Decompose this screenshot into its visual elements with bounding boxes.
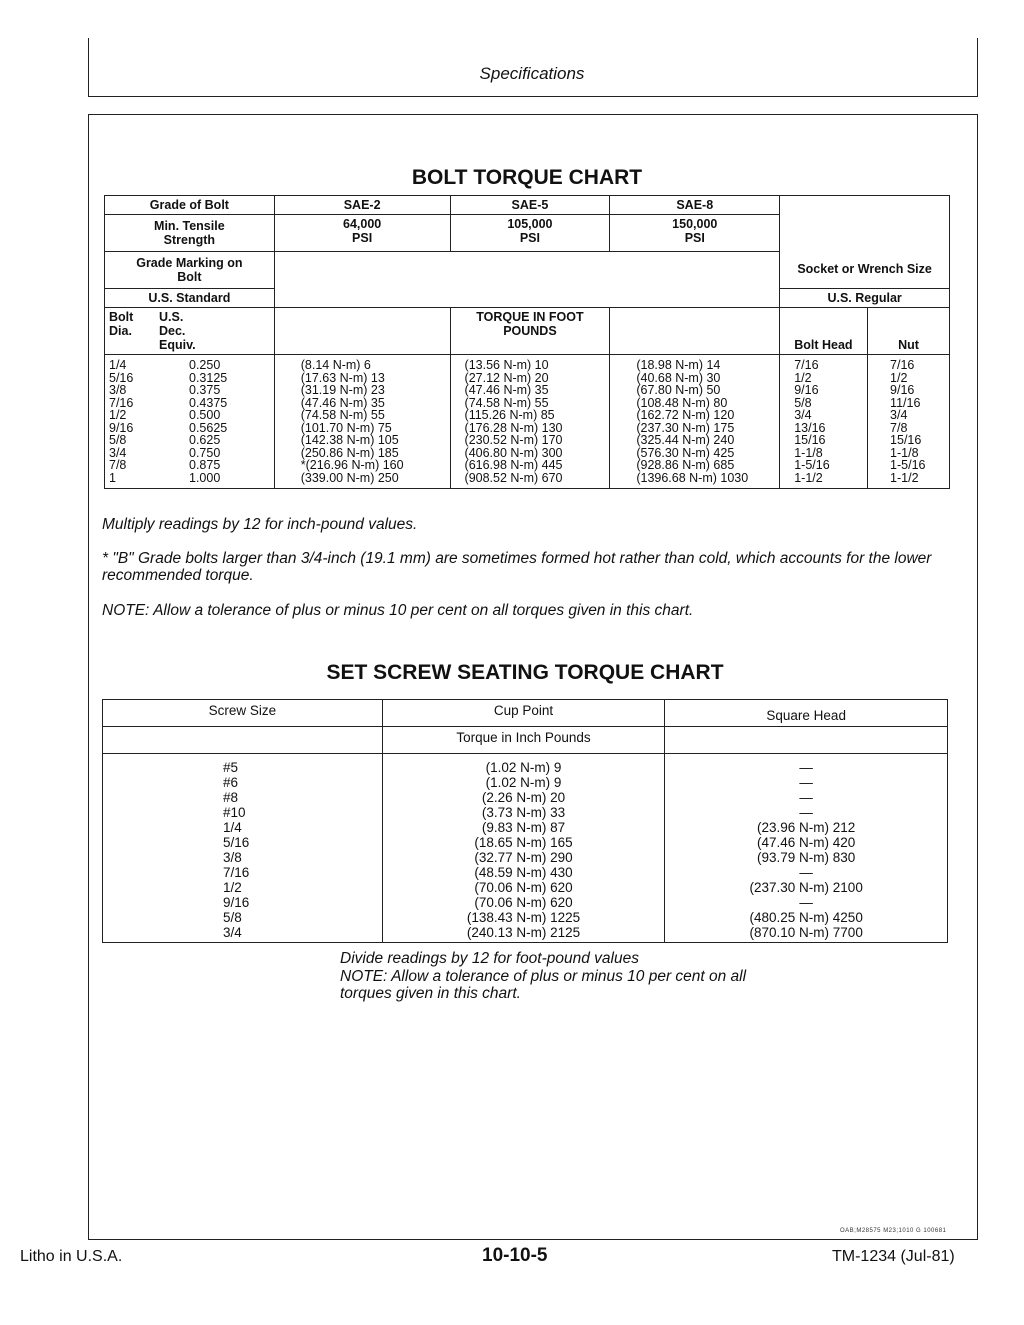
torque-inch-pounds-label: Torque in Inch Pounds [382,727,665,754]
bolt-head-value: 1/2 [794,370,812,385]
cup-point-value: (32.77 N-m) 290 [474,850,573,865]
dec-equiv-value: 0.625 [189,433,221,447]
footer-tm-number: TM-1234 (Jul-81) [832,1248,955,1265]
nut-value: 1/2 [890,370,908,385]
torque-label: TORQUE IN FOOT POUNDS [450,308,610,355]
footer-litho: Litho in U.S.A. [20,1248,123,1265]
sae8-torque-value: (40.68 N-m) 30 [636,370,721,385]
bolt-dia-value: 1/4 [109,358,127,372]
square-head-value: (47.46 N-m) 420 [757,835,856,850]
sae5-tensile-value: 105,000 [507,217,553,231]
sae8-torque-value: (1396.68 N-m) 1030 [636,470,749,485]
square-head-value: — [799,790,813,805]
sae8-torque-value: (576.30 N-m) 425 [636,445,735,460]
sae5-torque-value: (406.80 N-m) 300 [464,445,563,460]
sae2-tensile [274,215,450,252]
nut-value: 7/8 [890,420,908,435]
sae2-col-header [274,308,450,355]
bolt-head-value: 5/8 [794,395,812,410]
sae8-header: SAE-8 [610,196,780,215]
bolt-dia-value: 3/8 [109,383,127,397]
ss-header-row [103,700,948,727]
sae5-torque-value: (176.28 N-m) 130 [464,420,563,435]
bolt-head-value: 1-1/8 [794,445,823,460]
dec-equiv-value: 0.875 [189,458,221,472]
bolt-dia-value: 9/16 [109,420,134,435]
square-head-cell [665,754,948,943]
sae2-cell [274,355,450,489]
square-head-value: — [799,805,813,820]
sae5-tensile [450,215,610,252]
socket-label: Socket or Wrench Size [780,196,950,289]
grade-label: Grade of Bolt [105,196,275,215]
square-head-value-list [669,760,943,940]
sae5-torque-value: (74.58 N-m) 55 [464,395,549,410]
note-divide: Divide readings by 12 for foot-pound values [340,950,639,967]
screw-size-cell [103,754,383,943]
nut-cell [868,355,950,489]
screw-size-label: Screw Size [103,700,383,727]
sae8-torque-value: (162.72 N-m) 120 [636,408,735,422]
square-head-value: (23.96 N-m) 212 [757,820,856,835]
square-head-label: Square Head [665,700,948,727]
ss-blank-2 [665,727,948,754]
bolt-head-value: 3/4 [794,408,812,422]
bolt-dia-value-list [109,359,189,484]
screw-size-value: #8 [223,790,239,805]
bolt-head-value: 15/16 [794,433,826,447]
square-head-value: (480.25 N-m) 4250 [749,910,863,925]
square-head-value: (870.10 N-m) 7700 [749,925,863,940]
page-header-title: Specifications [479,64,585,83]
bolt-head-value: 13/16 [794,420,826,435]
us-regular-label: U.S. Regular [780,289,950,308]
us-standard-label: U.S. Standard [105,289,275,308]
head-cell [780,355,868,489]
data-row [105,355,950,489]
sae5-torque-value: (13.56 N-m) 10 [464,358,549,372]
nut-value-list [890,359,945,484]
sae5-torque-value-list [465,359,606,484]
sae5-torque-value: (47.46 N-m) 35 [464,383,549,397]
screw-size-value: 7/16 [223,865,250,880]
sae8-torque-value: (18.98 N-m) 14 [636,358,721,372]
tensile-label: Min. Tensile Strength [105,215,275,252]
cup-point-cell [382,754,665,943]
bolt-dia-value: 7/8 [109,458,127,472]
screw-size-value: 3/4 [223,925,242,940]
sae2-torque-value: *(216.96 N-m) 160 [300,458,404,472]
nut-label: Nut [868,308,950,355]
sae2-torque-value: (47.46 N-m) 35 [300,395,385,410]
dec-equiv-value: 0.4375 [189,395,228,410]
sae2-torque-value: (74.58 N-m) 55 [300,408,385,422]
document-stamp: OAB;M28575 M23;1010 G 100681 [840,1228,947,1234]
sae2-torque-value: (17.63 N-m) 13 [300,370,385,385]
dec-equiv-value: 0.3125 [189,370,228,385]
dec-equiv-value: 1.000 [189,470,221,485]
cup-point-value-list [387,760,661,940]
sae8-col-header [610,308,780,355]
sae8-tensile-value: 150,000 [672,217,718,231]
bolt-dia-value: 7/16 [109,395,134,410]
ss-subheader-row [103,727,948,754]
sae2-torque-value: (101.70 N-m) 75 [300,420,392,435]
sae2-header: SAE-2 [274,196,450,215]
note-multiply: Multiply readings by 12 for inch-pound values. [102,516,418,533]
dec-equiv-value: 0.375 [189,383,221,397]
dec-equiv-value: 0.250 [189,358,221,372]
dec-equiv-value: 0.5625 [189,420,228,435]
marking-label: Grade Marking on Bolt [105,252,275,289]
bolt-dia-value: 3/4 [109,445,127,460]
square-head-value: — [799,760,813,775]
cup-point-label: Cup Point [382,700,665,727]
bolt-head-value: 9/16 [794,383,819,397]
sae2-torque-value: (250.86 N-m) 185 [300,445,399,460]
dec-equiv-label: U.S. Dec. Equiv. [159,310,196,352]
dec-equiv-value: 0.750 [189,445,221,460]
sae8-torque-value: (928.86 N-m) 685 [636,458,735,472]
sae5-torque-value: (27.12 N-m) 20 [464,370,549,385]
bolt-dia-value: 1 [109,470,116,485]
bolt-chart-title: BOLT TORQUE CHART [411,166,643,189]
sae8-unit: PSI [684,231,705,245]
screw-size-value: 1/2 [223,880,242,895]
sae8-cell [610,355,780,489]
bolt-head-value-list [794,359,863,484]
cup-point-value: (48.59 N-m) 430 [474,865,573,880]
nut-value: 15/16 [890,433,922,447]
screw-size-value: 5/8 [223,910,242,925]
cup-point-value: (3.73 N-m) 33 [481,805,566,820]
sae8-tensile [610,215,780,252]
nut-value: 3/4 [890,408,908,422]
nut-value: 11/16 [890,395,921,410]
ss-data-row [103,754,948,943]
set-screw-note-tolerance: NOTE: Allow a tolerance of plus or minus 10 per cent on all torques given in this chart. [340,968,747,1002]
sae5-torque-value: (616.98 N-m) 445 [464,458,563,472]
bolt-head-label: Bolt Head [780,308,868,355]
sae2-unit: PSI [352,231,373,245]
sae5-header: SAE-5 [450,196,610,215]
cup-point-value: (240.13 N-m) 2125 [466,925,581,940]
bolt-dia-value: 5/16 [109,370,134,385]
note-tolerance: NOTE: Allow a tolerance of plus or minus 10 per cent on all torques given in this chart. [102,602,694,619]
sae2-torque-value: (31.19 N-m) 23 [300,383,385,397]
nut-value: 1-1/8 [890,445,919,460]
footer-page-number: 10-10-5 [482,1245,548,1266]
square-head-value: — [799,865,813,880]
sae8-torque-value: (325.44 N-m) 240 [636,433,735,447]
screw-size-value-list [107,760,378,940]
sae8-torque-value: (67.80 N-m) 50 [636,383,721,397]
nut-value: 1-1/2 [890,470,919,485]
nut-value: 1-5/16 [890,458,926,472]
sae2-torque-value: (339.00 N-m) 250 [300,470,399,485]
cup-point-value: (1.02 N-m) 9 [485,775,562,790]
bolt-head-value: 1-5/16 [794,458,830,472]
bolt-torque-table [104,195,950,489]
dec-equiv-value-list [189,359,227,484]
screw-size-value: 9/16 [223,895,250,910]
cup-point-value: (70.06 N-m) 620 [474,880,573,895]
sae8-torque-value: (237.30 N-m) 175 [636,420,735,435]
sae8-torque-value-list [636,359,775,484]
cup-point-value: (2.26 N-m) 20 [481,790,566,805]
cup-point-value: (9.83 N-m) 87 [481,820,566,835]
square-head-value: (237.30 N-m) 2100 [749,880,863,895]
cup-point-value: (138.43 N-m) 1225 [466,910,581,925]
sae5-unit: PSI [519,231,540,245]
bolt-dia-value: 1/2 [109,408,127,422]
screw-size-value: 5/16 [223,835,250,850]
nut-value: 7/16 [890,358,915,372]
set-screw-table [102,699,948,943]
sae2-torque-value-list [301,359,446,484]
grade-row [105,196,950,215]
dec-equiv-value: 0.500 [189,408,221,422]
dia-cell [105,355,275,489]
sae2-torque-value: (8.14 N-m) 6 [300,358,371,372]
set-screw-chart-title: SET SCREW SEATING TORQUE CHART [326,661,724,684]
cup-point-value: (18.65 N-m) 165 [474,835,573,850]
sae5-cell [450,355,610,489]
screw-size-value: #10 [223,805,246,820]
bolt-dia-value: 5/8 [109,433,127,447]
ss-blank-1 [103,727,383,754]
sae5-torque-value: (908.52 N-m) 670 [464,470,563,485]
dia-header [105,308,275,355]
sae8-torque-value: (108.48 N-m) 80 [636,395,728,410]
screw-size-value: #5 [223,760,239,775]
sae5-torque-value: (115.26 N-m) 85 [464,408,555,422]
square-head-value: — [799,775,813,790]
sae2-tensile-value: 64,000 [343,217,382,231]
square-head-value: (93.79 N-m) 830 [757,850,856,865]
bolt-head-value: 7/16 [794,358,819,372]
note-b-grade: * "B" Grade bolts larger than 3/4-inch (19.1 mm) are sometimes formed hot rather than cold, which accounts for the lower recommended torque. [102,550,932,584]
bolt-dia-label: Bolt Dia. [109,310,134,338]
sae5-torque-value: (230.52 N-m) 170 [464,433,563,447]
cup-point-value: (1.02 N-m) 9 [485,760,562,775]
column-header-row [105,308,950,355]
nut-value: 9/16 [890,383,915,397]
sae2-torque-value: (142.38 N-m) 105 [300,433,399,447]
screw-size-value: 3/8 [223,850,242,865]
screw-size-value: #6 [223,775,239,790]
marking-image-area [274,252,779,308]
screw-size-value: 1/4 [223,820,242,835]
square-head-value: — [799,895,813,910]
cup-point-value: (70.06 N-m) 620 [474,895,573,910]
bolt-head-value: 1-1/2 [794,470,823,485]
